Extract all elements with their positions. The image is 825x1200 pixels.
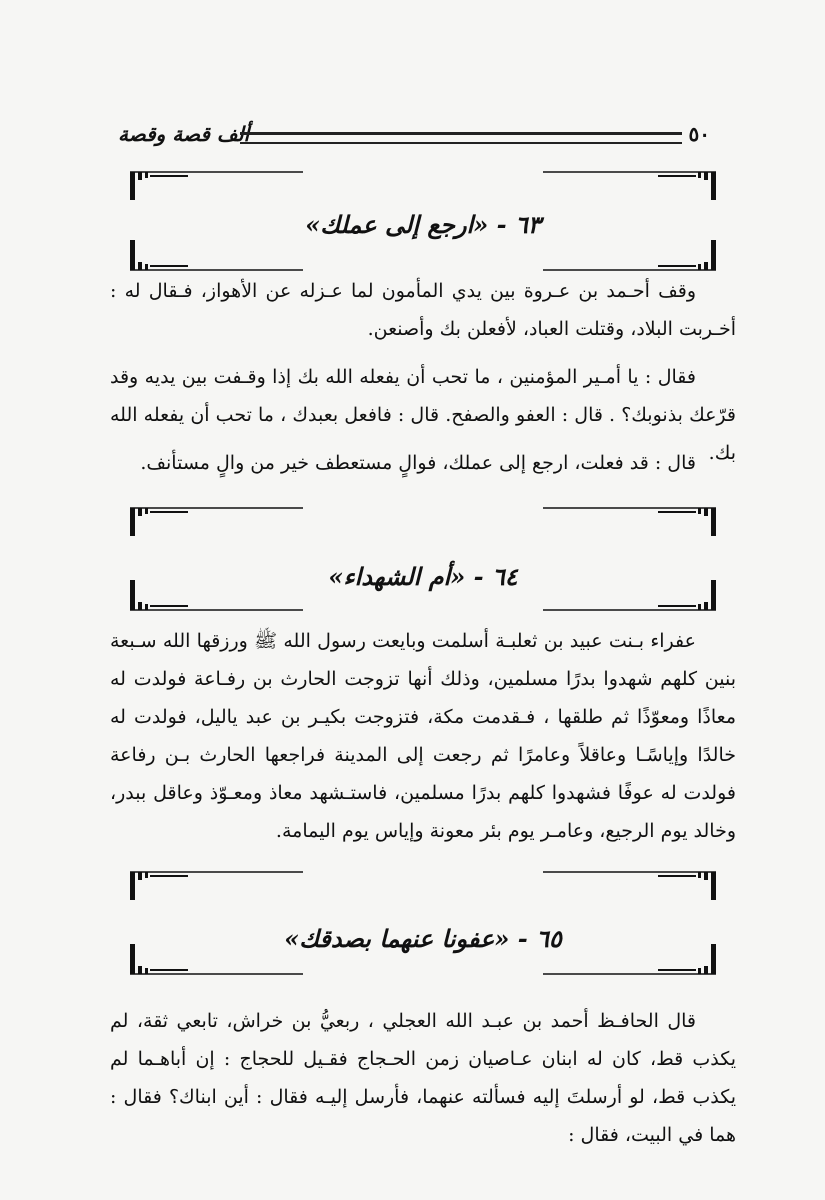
- paragraph: وقف أحـمد بن عـروة بين يدي المأمون لما عـزله عن الأهواز، فـقال له : أخـربت البلاد، وقتلت العباد، لأفعلن بك وأصنعن.: [110, 280, 736, 340]
- ornament-frame: [128, 862, 718, 982]
- section-64-frame: [128, 498, 718, 608]
- paragraph: قال الحافـظ أحمد بن عبـد الله العجلي ، ربعيُّ بن خراش، تابعي ثقة، لم يكذب قط، كان له ابنان عـاصيان زمن الحـجاج فقـيل للحجاج : إن أباهـما لم يكذب قط، لو أرسلتَ إليه فسألته عنهما، فأرسل إليـه فقال : أين ابناك؟ فقال : هما في البيت، فقال :: [110, 1010, 736, 1146]
- ornament-frame: [128, 498, 718, 618]
- section-63-frame: [128, 162, 718, 272]
- running-header: [118, 122, 718, 152]
- section-title: ٦٤ - «أم الشهداء»: [328, 562, 518, 591]
- paragraph: فقال : يا أمـير المؤمنين ، ما تحب أن يفعله الله بك إذا وقـفت بين يديه وقد قرّعك بذنوبك؟ . قال : العفو والصفح. قال : فافعل بعبدك ، ما تحب أن يفعله الله بك.: [110, 366, 736, 464]
- section-65-frame: [128, 862, 718, 972]
- header-rule: [240, 132, 682, 144]
- page-number: ٥٠: [688, 122, 710, 146]
- paragraph: عفراء بـنت عبيد بن ثعلبـة أسلمت وبايعت رسول الله ﷺ ورزقها الله سـبعة بنين كلهم شهدوا بدرًا مسلمين، وذلك أنها تزوجت الحارث بن رفـاعة فولدت له معاذًا ومعوّذًا ثم طلقها ، فـقدمت مكة، فتزوجت بكيـر بن عبد ياليل، فولدت له خالدًا وإياسًـا وعاقلاً وعامرًا ثم رجعت إلى المدينة فراجعها الحارث بـن رفاعة فولدت له عوفًا فشهدوا كلهم بدرًا مسلمين، فاستـشهد معاذ ومعـوّذ وعاقل ببدر، وخالد يوم الرجيع، وعامـر يوم بئر معونة وإياس يوم اليمامة.: [110, 630, 736, 842]
- paragraph: قال : قد فعلت، ارجع إلى عملك، فوالٍ مستعطف خير من والٍ مستأنف.: [140, 452, 696, 474]
- section-title: ٦٥ - «عفونا عنهما بصدقك»: [284, 924, 562, 953]
- book-title: ألف قصة وقصة: [118, 122, 250, 146]
- section-title: ٦٣ - «ارجع إلى عملك»: [305, 210, 541, 239]
